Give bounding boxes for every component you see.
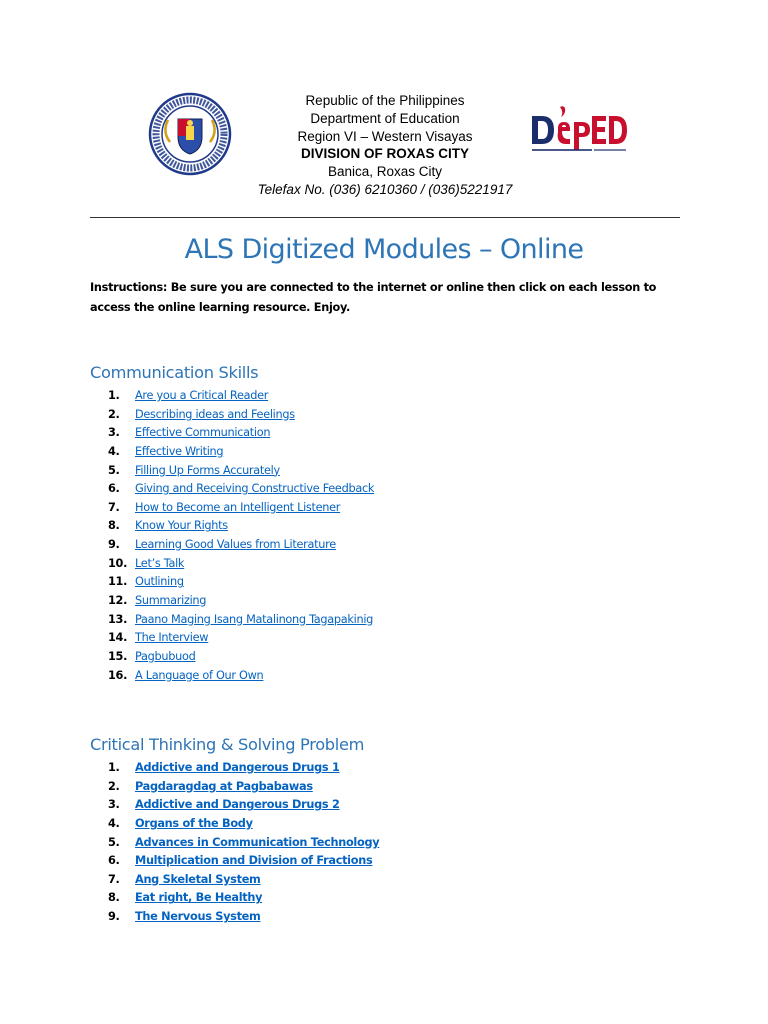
list-item <box>108 424 374 443</box>
lesson-number: 14. <box>108 631 128 645</box>
lesson-list-critical-thinking <box>108 759 379 927</box>
lesson-number: 4. <box>108 816 120 830</box>
lesson-link[interactable]: Filling Up Forms Accurately <box>135 463 280 477</box>
list-item <box>108 889 379 908</box>
lesson-number: 5. <box>108 463 120 477</box>
list-item <box>108 759 379 778</box>
list-item <box>108 796 379 815</box>
telefax-line: Telefax No. (036) 6210360 / (036)5221917 <box>257 181 513 197</box>
lesson-link[interactable]: Outlining <box>135 575 184 589</box>
lesson-link[interactable]: Giving and Receiving Constructive Feedback <box>135 482 375 496</box>
lesson-number: 1. <box>108 389 120 402</box>
lesson-link[interactable]: Pagbubuod <box>135 649 196 663</box>
lesson-link[interactable]: Addictive and Dangerous Drugs 1 <box>135 761 340 774</box>
list-item <box>108 462 374 481</box>
instructions-text: Instructions: Be sure you are connected to the internet or online then click on each lesson to access the online learning resource. Enjoy. <box>90 281 657 314</box>
lesson-link[interactable]: Multiplication and Division of Fractions <box>135 854 373 868</box>
lesson-link[interactable]: Are you a Critical Reader <box>135 389 269 402</box>
list-item <box>108 573 374 592</box>
lesson-number: 2. <box>108 779 120 793</box>
lesson-number: 2. <box>108 407 120 421</box>
list-item <box>108 629 374 648</box>
lesson-link[interactable]: The Interview <box>135 631 209 645</box>
lesson-number: 9. <box>108 538 120 552</box>
lesson-number: 7. <box>108 872 120 886</box>
lesson-number: 13. <box>108 612 128 626</box>
page-title: ALS Digitized Modules – Online <box>184 234 584 265</box>
lesson-number: 6. <box>108 482 120 496</box>
deped-logo-icon <box>530 104 628 160</box>
lesson-number: 8. <box>108 519 120 533</box>
lesson-number: 12. <box>108 594 128 608</box>
region-line: Region VI – Western Visayas <box>297 128 473 144</box>
list-item <box>108 555 374 574</box>
list-item <box>108 480 374 499</box>
lesson-number: 9. <box>108 910 120 924</box>
lesson-number: 4. <box>108 444 120 458</box>
list-item <box>108 592 374 611</box>
list-item <box>108 852 379 871</box>
list-item <box>108 517 374 536</box>
lesson-number: 1. <box>108 761 120 774</box>
lesson-number: 5. <box>108 835 120 849</box>
lesson-link[interactable]: Learning Good Values from Literature <box>135 538 336 552</box>
lesson-link[interactable]: Summarizing <box>135 594 207 608</box>
lesson-link[interactable]: Eat right, Be Healthy <box>135 891 263 905</box>
lesson-link[interactable]: How to Become an Intelligent Listener <box>135 500 341 514</box>
lesson-link[interactable]: Paano Maging Isang Matalinong Tagapakinig <box>135 612 374 626</box>
lesson-number: 15. <box>108 649 128 663</box>
list-item <box>108 871 379 890</box>
section-heading-critical-thinking: Critical Thinking & Solving Problem <box>90 735 365 754</box>
lesson-number: 3. <box>108 426 120 440</box>
list-item <box>108 667 374 686</box>
lesson-number: 3. <box>108 798 120 812</box>
header-divider <box>90 217 680 218</box>
list-item <box>108 834 379 853</box>
list-item <box>108 778 379 797</box>
list-item <box>108 536 374 555</box>
address-line: Banica, Roxas City <box>327 164 443 180</box>
lesson-link[interactable]: Know Your Rights <box>135 519 228 533</box>
lesson-number: 11. <box>108 575 128 589</box>
lesson-number: 6. <box>108 854 120 868</box>
lesson-number: 16. <box>108 668 128 682</box>
lesson-link[interactable]: Organs of the Body <box>135 816 253 830</box>
list-item <box>108 387 374 406</box>
list-item <box>108 499 374 518</box>
lesson-link[interactable]: Effective Writing <box>135 444 224 458</box>
lesson-number: 8. <box>108 891 120 905</box>
lesson-link[interactable]: Pagdaragdag at Pagbabawas <box>135 779 313 793</box>
country-line: Republic of the Philippines <box>305 93 465 108</box>
lesson-number: 10. <box>108 556 128 570</box>
letterhead <box>220 92 550 199</box>
list-item <box>108 443 374 462</box>
list-item <box>108 815 379 834</box>
lesson-link[interactable]: Advances in Communication Technology <box>135 835 380 849</box>
lesson-link[interactable]: The Nervous System <box>135 910 261 924</box>
lesson-link[interactable]: Let’s Talk <box>135 556 185 570</box>
department-line: Department of Education <box>310 110 460 126</box>
lesson-number: 7. <box>108 500 120 514</box>
list-item <box>108 611 374 630</box>
lesson-link[interactable]: Ang Skeletal System <box>135 872 261 886</box>
section-heading-communication-skills: Communication Skills <box>90 363 259 382</box>
lesson-link[interactable]: Addictive and Dangerous Drugs 2 <box>135 798 340 812</box>
division-line: DIVISION OF ROXAS CITY <box>300 146 470 162</box>
list-item <box>108 908 379 927</box>
lesson-link[interactable]: Describing ideas and Feelings <box>135 407 295 421</box>
list-item <box>108 648 374 667</box>
lesson-link[interactable]: A Language of Our Own <box>135 668 264 682</box>
lesson-link[interactable]: Effective Communication <box>135 426 271 440</box>
lesson-list-communication-skills <box>108 387 374 685</box>
list-item <box>108 406 374 425</box>
